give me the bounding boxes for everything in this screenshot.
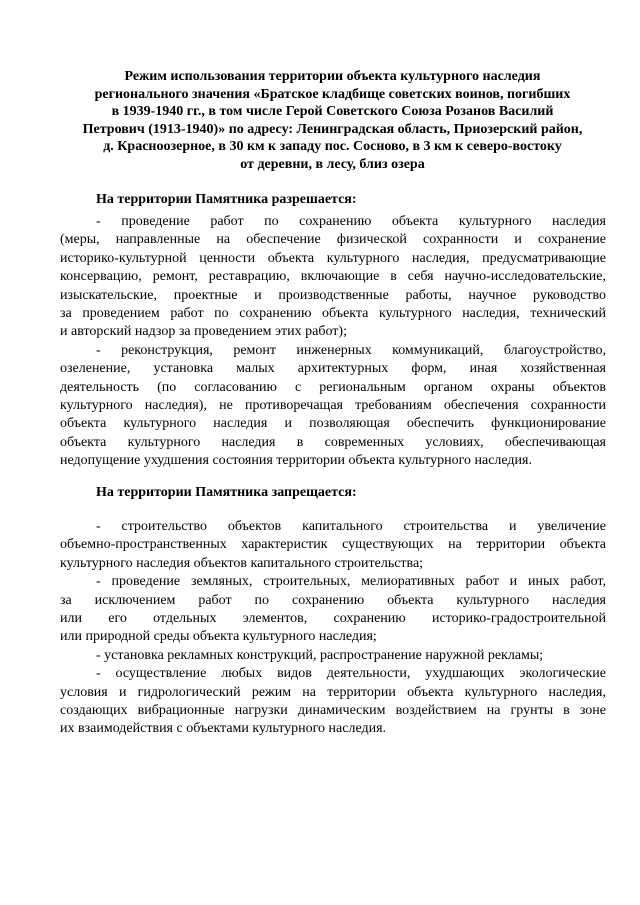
- paragraph-line: - проведение земляных, строительных, мелиоративных работ и иных работ,: [96, 574, 606, 590]
- paragraph-line: объекта культурного наследия и позволяющая обеспечить функционирование: [60, 416, 606, 432]
- paragraph-line: или природной среды объекта культурного наследия;: [60, 629, 377, 645]
- document-title: [60, 68, 605, 174]
- paragraph-line: деятельность (по согласованию с региональным органом охраны объектов: [60, 379, 606, 395]
- title-line: Режим использования территории объекта культурного наследия: [124, 69, 541, 84]
- paragraph-line: - реконструкция, ремонт инженерных коммуникаций, благоустройство,: [96, 342, 606, 358]
- paragraph-line: историко-культурной ценности объекта культурного наследия, предусматривающие: [60, 250, 606, 266]
- paragraph-line: изыскательские, проектные и производственные работы, научное руководство: [60, 287, 606, 303]
- allowed-heading: На территории Памятника разрешается:: [96, 192, 357, 207]
- paragraph-line: (меры, направленные на обеспечение физической сохранности и сохранение: [60, 232, 606, 248]
- paragraph-line: за проведением работ по сохранению объекта культурного наследия, технический: [60, 305, 606, 321]
- paragraph-line: объемно-пространственных характеристик существующих на территории объекта: [60, 537, 606, 553]
- paragraph-line: консервацию, ремонт, реставрацию, включающие в себя научно-исследовательские,: [60, 269, 606, 285]
- title-line: д. Красноозерное, в 30 км к западу пос. Сосново, в 3 км к северо-востоку: [103, 139, 562, 155]
- paragraph-line: культурного наследия), не противоречащая требованиям обеспечения сохранности: [60, 397, 606, 413]
- paragraph-line: - строительство объектов капитального строительства и увеличение: [96, 519, 606, 534]
- paragraph-line: их взаимодействия с объектами культурного наследия.: [60, 721, 387, 737]
- paragraph-line: недопущение ухудшения состояния территории объекта культурного наследия.: [60, 453, 532, 469]
- title-line: от деревни, в лесу, близ озера: [240, 156, 425, 172]
- paragraph-line: объекта культурного наследия в современных условиях, обеспечивающая: [60, 434, 606, 450]
- paragraph-line: - осуществление любых видов деятельности, ухудшающих экологические: [96, 666, 606, 682]
- prohibited-heading: На территории Памятника запрещается:: [96, 485, 357, 500]
- paragraph-line: создающих вибрационные нагрузки динамическим воздействием на грунты в зоне: [60, 702, 606, 718]
- paragraph-line: озеленение, установка малых архитектурных форм, иная хозяйственная: [60, 361, 606, 377]
- paragraph-line: - проведение работ по сохранению объекта культурного наследия: [96, 214, 606, 229]
- title-line: в 1939-1940 гг., в том числе Герой Советского Союза Розанов Василий: [111, 104, 554, 120]
- title-line: Петрович (1913-1940)» по адресу: Ленинградская область, Приозерский район,: [82, 121, 583, 137]
- paragraph-line: культурного наследия объектов капитального строительства;: [60, 555, 424, 571]
- title-line: регионального значения «Братское кладбище советских воинов, погибших: [94, 86, 571, 102]
- paragraph-line: за исключением работ по сохранению объекта культурного наследия: [60, 592, 606, 608]
- paragraph-line: и авторский надзор за проведением этих работ);: [60, 324, 347, 340]
- paragraph-line: - установка рекламных конструкций, распространение наружной рекламы;: [96, 647, 544, 663]
- prohibited-section: [60, 518, 606, 739]
- allowed-section: [60, 213, 606, 470]
- paragraph-line: или его отдельных элементов, сохранению историко-градостроительной: [60, 610, 606, 626]
- paragraph-line: условия и гидрологический режим на территории объекта культурного наследия,: [60, 684, 606, 700]
